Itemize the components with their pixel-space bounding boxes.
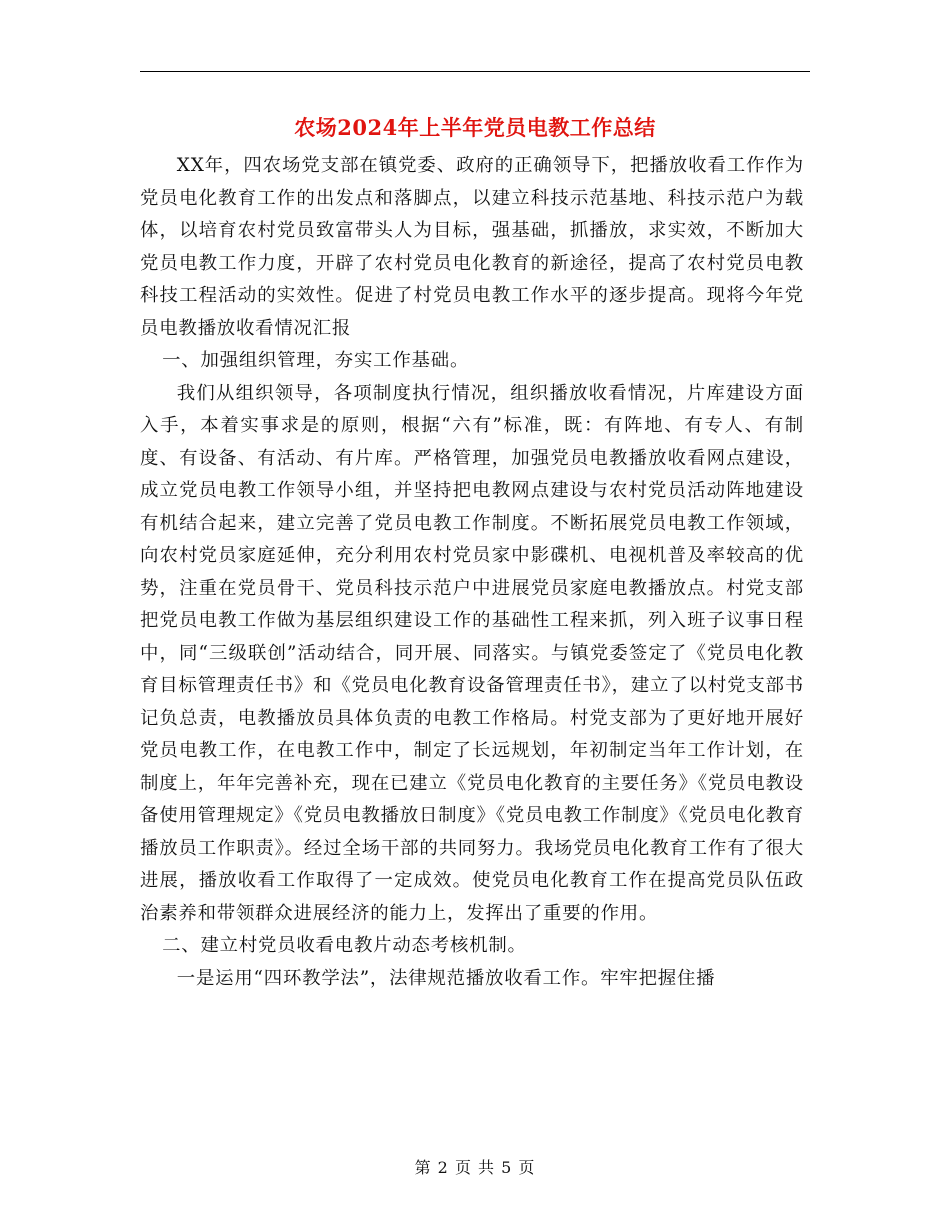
document-title: 农场2024年上半年党员电教工作总结 [294, 115, 656, 140]
paragraph-section-1: 我们从组织领导，各项制度执行情况，组织播放收看情况，片库建设方面入手，本着实事求是的原则，根据“六有”标准，既：有阵地、有专人、有制度、有设备、有活动、有片库。严格管理，加强党员电教播放收看网点建设，成立党员电教工作领导小组，并坚持把电教网点建设与农村党员活动阵地建设有机结合起来，建立完善了党员电教工作制度。不断拓展党员电教工作领域，向农村党员家庭延伸，充分利用农村党员家中影碟机、电视机普及率较高的优势，注重在党员骨干、党员科技示范户中进展党员家庭电教播放点。村党支部把党员电教工作做为基层组织建设工作的基础性工程来抓，列入班子议事日程中，同“三级联创”活动结合，同开展、同落实。与镇党委签定了《党员电化教育目标管理责任书》和《党员电化教育设备管理责任书》，建立了以村党支部书记负总责，电教播放员具体负责的电教工作格局。村党支部为了更好地开展好党员电教工作，在电教工作中，制定了长远规划，年初制定当年工作计划，在制度上，年年完善补充，现在已建立《党员电化教育的主要任务》《党员电教设备使用管理规定》《党员电教播放日制度》《党员电教工作制度》《党员电化教育播放员工作职责》。经过全场干部的共同努力。我场党员电化教育工作有了很大进展，播放收看工作取得了一定成效。使党员电化教育工作在提高党员队伍政治素养和带领群众进展经济的能力上，发挥出了重要的作用。 [140, 382, 804, 924]
paragraph-intro: XX年，四农场党支部在镇党委、政府的正确领导下，把播放收看工作作为党员电化教育工作的出发点和落脚点，以建立科技示范基地、科技示范户为载体，以培育农村党员致富带头人为目标，强基础，抓播放，求实效，不断加大党员电教工作力度，开辟了农村党员电化教育的新途径，提高了农村党员电教科技工程活动的实效性。促进了村党员电教工作水平的逐步提高。现将今年党员电教播放收看情况汇报 [140, 155, 804, 339]
page-number: 第 2 页 共 5 页 [414, 1158, 536, 1177]
section-heading-1: 一、加强组织管理，夯实工作基础。 [162, 350, 470, 371]
header-rule [140, 71, 810, 72]
paragraph-section-2: 一是运用“四环教学法”，法律规范播放收看工作。牢牢把握住播 [176, 967, 716, 989]
section-heading-2: 二、建立村党员收看电教片动态考核机制。 [162, 935, 527, 956]
document-body [140, 150, 804, 995]
